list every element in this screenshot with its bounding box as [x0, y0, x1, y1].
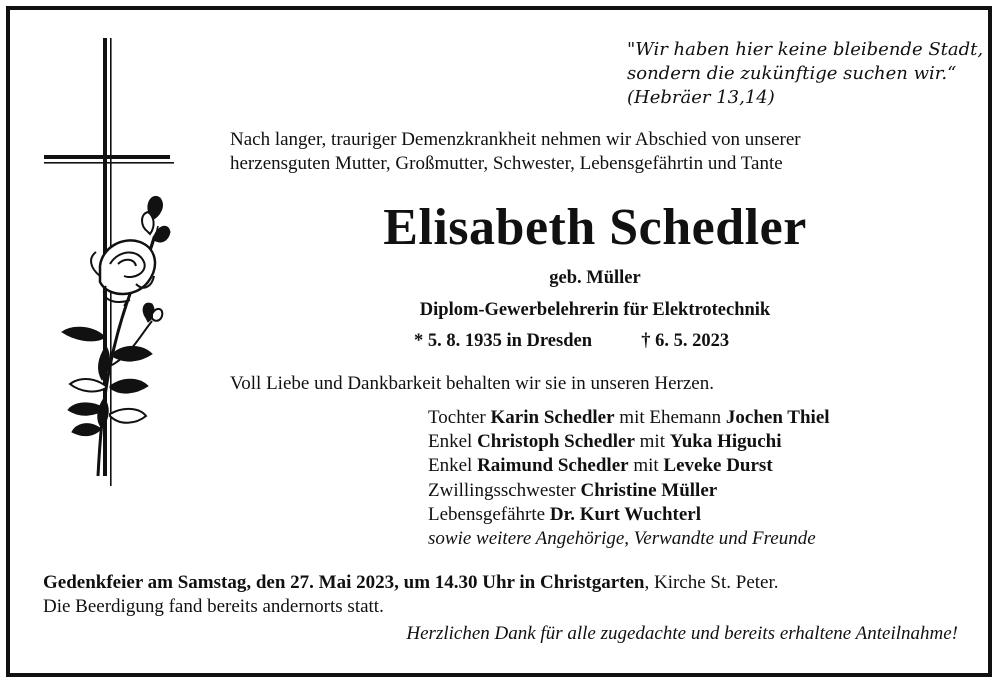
family-member-3: Enkel Raimund Schedler mit Leveke Durst [428, 455, 773, 477]
death-date: † 6. 5. 2023 [641, 331, 730, 351]
family-member-5: Lebensgefährte Dr. Kurt Wuchterl [428, 503, 701, 525]
intro-text [230, 128, 801, 176]
family-member-1: Tochter Karin Schedler mit Ehemann Jochen Thiel [428, 407, 830, 428]
family-extra: sowie weitere Angehörige, Verwandte und Freunde [428, 528, 816, 550]
bible-quote [627, 38, 983, 110]
profession: Diplom-Gewerbelehrerin für Elektrotechnik [419, 300, 771, 320]
quote-line-2: sondern die zukünftige suchen wir.“ [627, 63, 957, 84]
deceased-name: Elisabeth Schedler [383, 199, 807, 256]
memorial-info [43, 571, 779, 619]
quote-line-1: "Wir haben hier keine bleibende Stadt, [627, 39, 984, 60]
family-member-4: Zwillingsschwester Christine Müller [428, 479, 718, 501]
family-list [428, 406, 830, 551]
family-member-2: Enkel Christoph Schedler mit Yuka Higuchi [428, 431, 782, 453]
birth-date: * 5. 8. 1935 in Dresden [414, 331, 592, 351]
intro-line-2: herzensguten Mutter, Großmutter, Schwester, Lebensgefährtin und Tante [230, 153, 783, 174]
thanks-line: Herzlichen Dank für alle zugedachte und bereits erhaltene Anteilnahme! [406, 623, 958, 644]
memorial-event: Gedenkfeier am Samstag, den 27. Mai 2023, um 14.30 Uhr in Christgarten [43, 572, 645, 593]
love-line: Voll Liebe und Dankbarkeit behalten wir sie in unseren Herzen. [230, 373, 714, 394]
memorial-line-1 [43, 571, 779, 595]
memorial-line-2: Die Beerdigung fand bereits andernorts statt. [43, 596, 384, 617]
life-dates [414, 331, 729, 352]
intro-line-1: Nach langer, trauriger Demenzkrankheit nehmen wir Abschied von unserer [230, 129, 801, 150]
cross-with-rose-illustration [40, 36, 190, 486]
quote-reference: (Hebräer 13,14) [627, 87, 775, 108]
maiden-name: geb. Müller [549, 268, 641, 288]
memorial-location: , Kirche St. Peter. [644, 572, 779, 593]
